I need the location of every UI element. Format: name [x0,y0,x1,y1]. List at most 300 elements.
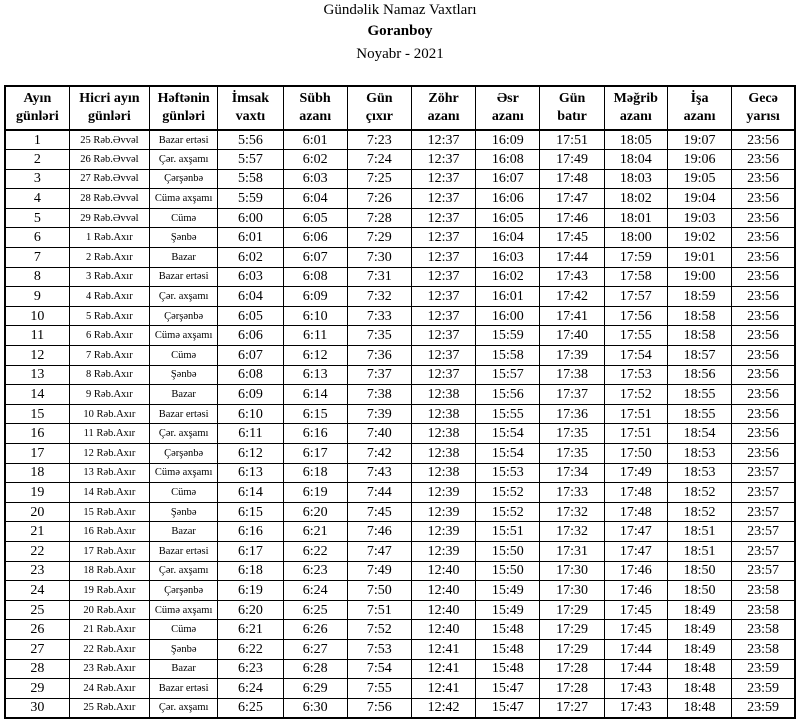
column-header-fajr-time [283,86,347,130]
cell-day-of-month: 16 [5,424,69,444]
cell-midnight-time: 23:56 [732,228,795,248]
cell-imsak-time: 6:04 [218,287,283,307]
cell-fajr-time: 6:22 [283,541,347,561]
cell-imsak-time: 6:09 [218,385,283,405]
cell-day-of-month: 23 [5,561,69,581]
month-year: Noyabr - 2021 [356,46,444,62]
cell-hijri-day: 18 Rəb.Axır [69,561,149,581]
table-row [5,541,795,561]
cell-isha-time: 18:56 [667,365,731,385]
cell-imsak-time: 6:18 [218,561,283,581]
cell-isha-time: 18:57 [667,346,731,366]
cell-maghrib-time: 17:49 [604,463,667,483]
cell-day-of-month: 10 [5,306,69,326]
cell-sunset-time: 17:27 [540,698,604,718]
cell-weekday: Cümə [150,208,218,228]
cell-hijri-day: 21 Rəb.Axır [69,620,149,640]
cell-fajr-time: 6:07 [283,248,347,268]
cell-midnight-time: 23:56 [732,189,795,209]
cell-imsak-time: 6:01 [218,228,283,248]
cell-dhuhr-time: 12:37 [411,130,475,150]
column-header-day-of-month [5,86,69,130]
table-row [5,581,795,601]
cell-dhuhr-time: 12:39 [411,541,475,561]
cell-day-of-month: 8 [5,267,69,287]
cell-sunset-time: 17:31 [540,541,604,561]
cell-asr-time: 16:01 [476,287,540,307]
table-body [5,130,795,718]
cell-maghrib-time: 17:45 [604,600,667,620]
cell-sunset-time: 17:42 [540,287,604,307]
cell-day-of-month: 15 [5,404,69,424]
cell-sunset-time: 17:44 [540,248,604,268]
cell-maghrib-time: 18:02 [604,189,667,209]
cell-sunrise-time: 7:42 [347,444,411,464]
cell-sunset-time: 17:35 [540,424,604,444]
cell-fajr-time: 6:30 [283,698,347,718]
cell-asr-time: 15:58 [476,346,540,366]
cell-midnight-time: 23:56 [732,150,795,170]
cell-sunset-time: 17:39 [540,346,604,366]
cell-sunset-time: 17:32 [540,502,604,522]
cell-hijri-day: 4 Rəb.Axır [69,287,149,307]
table-header-row [5,86,795,130]
cell-sunrise-time: 7:30 [347,248,411,268]
cell-fajr-time: 6:19 [283,483,347,503]
cell-imsak-time: 6:23 [218,659,283,679]
cell-sunset-time: 17:36 [540,404,604,424]
cell-weekday: Şənbə [150,639,218,659]
cell-fajr-time: 6:11 [283,326,347,346]
cell-fajr-time: 6:18 [283,463,347,483]
cell-hijri-day: 9 Rəb.Axır [69,385,149,405]
cell-sunrise-time: 7:38 [347,385,411,405]
table-row [5,287,795,307]
cell-maghrib-time: 17:44 [604,639,667,659]
cell-day-of-month: 2 [5,150,69,170]
cell-hijri-day: 26 Rəb.Əvvəl [69,150,149,170]
cell-maghrib-time: 18:01 [604,208,667,228]
cell-imsak-time: 5:58 [218,169,283,189]
cell-imsak-time: 6:11 [218,424,283,444]
cell-weekday: Çər. axşamı [150,424,218,444]
cell-dhuhr-time: 12:37 [411,365,475,385]
cell-fajr-time: 6:03 [283,169,347,189]
cell-imsak-time: 6:20 [218,600,283,620]
column-header-line: çıxır [365,109,393,124]
cell-isha-time: 19:06 [667,150,731,170]
cell-midnight-time: 23:56 [732,267,795,287]
cell-isha-time: 19:07 [667,130,731,150]
cell-isha-time: 18:48 [667,698,731,718]
column-header-weekday [150,86,218,130]
cell-maghrib-time: 17:43 [604,698,667,718]
cell-maghrib-time: 17:52 [604,385,667,405]
cell-midnight-time: 23:56 [732,424,795,444]
cell-sunset-time: 17:43 [540,267,604,287]
cell-sunrise-time: 7:32 [347,287,411,307]
cell-asr-time: 16:04 [476,228,540,248]
table-row [5,679,795,699]
cell-sunset-time: 17:29 [540,600,604,620]
cell-asr-time: 15:49 [476,600,540,620]
cell-weekday: Cümə [150,483,218,503]
cell-midnight-time: 23:57 [732,502,795,522]
cell-midnight-time: 23:56 [732,130,795,150]
column-header-line: Gecə [748,91,778,106]
cell-fajr-time: 6:27 [283,639,347,659]
table-row [5,385,795,405]
cell-asr-time: 15:57 [476,365,540,385]
table-row [5,404,795,424]
cell-weekday: Çərşənbə [150,581,218,601]
cell-sunset-time: 17:49 [540,150,604,170]
cell-dhuhr-time: 12:38 [411,463,475,483]
cell-maghrib-time: 17:43 [604,679,667,699]
table-row [5,424,795,444]
cell-sunset-time: 17:33 [540,483,604,503]
column-header-line: azanı [683,109,716,124]
cell-day-of-month: 1 [5,130,69,150]
column-header-line: azanı [491,109,524,124]
cell-weekday: Cümə [150,620,218,640]
cell-sunset-time: 17:28 [540,659,604,679]
cell-imsak-time: 6:07 [218,346,283,366]
cell-day-of-month: 9 [5,287,69,307]
cell-maghrib-time: 17:50 [604,444,667,464]
cell-asr-time: 15:50 [476,561,540,581]
cell-dhuhr-time: 12:37 [411,306,475,326]
cell-dhuhr-time: 12:38 [411,404,475,424]
cell-sunrise-time: 7:50 [347,581,411,601]
cell-maghrib-time: 17:48 [604,483,667,503]
cell-fajr-time: 6:15 [283,404,347,424]
cell-day-of-month: 19 [5,483,69,503]
cell-fajr-time: 6:21 [283,522,347,542]
cell-sunrise-time: 7:35 [347,326,411,346]
cell-midnight-time: 23:56 [732,169,795,189]
cell-midnight-time: 23:58 [732,639,795,659]
column-header-line: Hicri ayın [79,91,140,106]
cell-fajr-time: 6:10 [283,306,347,326]
cell-sunrise-time: 7:24 [347,150,411,170]
cell-maghrib-time: 17:46 [604,561,667,581]
cell-midnight-time: 23:56 [732,306,795,326]
cell-isha-time: 19:01 [667,248,731,268]
table-row [5,600,795,620]
cell-imsak-time: 6:06 [218,326,283,346]
cell-dhuhr-time: 12:38 [411,444,475,464]
cell-hijri-day: 5 Rəb.Axır [69,306,149,326]
cell-isha-time: 18:55 [667,404,731,424]
cell-dhuhr-time: 12:37 [411,326,475,346]
cell-isha-time: 19:02 [667,228,731,248]
cell-sunset-time: 17:32 [540,522,604,542]
cell-imsak-time: 6:21 [218,620,283,640]
cell-weekday: Bazar ertəsi [150,130,218,150]
column-header-line: yarısı [746,109,780,124]
cell-asr-time: 15:55 [476,404,540,424]
cell-fajr-time: 6:24 [283,581,347,601]
column-header-asr-time [476,86,540,130]
cell-day-of-month: 11 [5,326,69,346]
cell-isha-time: 19:04 [667,189,731,209]
cell-midnight-time: 23:57 [732,463,795,483]
cell-imsak-time: 6:00 [218,208,283,228]
cell-day-of-month: 12 [5,346,69,366]
column-header-imsak-time [218,86,283,130]
cell-midnight-time: 23:58 [732,581,795,601]
cell-sunrise-time: 7:46 [347,522,411,542]
column-header-line: İmsak [231,91,270,106]
cell-hijri-day: 3 Rəb.Axır [69,267,149,287]
cell-day-of-month: 28 [5,659,69,679]
cell-midnight-time: 23:56 [732,365,795,385]
cell-imsak-time: 6:24 [218,679,283,699]
cell-sunrise-time: 7:44 [347,483,411,503]
cell-day-of-month: 5 [5,208,69,228]
cell-midnight-time: 23:59 [732,679,795,699]
cell-asr-time: 16:09 [476,130,540,150]
column-header-line: Ayın [23,91,52,106]
cell-weekday: Cümə [150,346,218,366]
table-row [5,208,795,228]
cell-dhuhr-time: 12:37 [411,208,475,228]
cell-dhuhr-time: 12:39 [411,522,475,542]
cell-midnight-time: 23:57 [732,483,795,503]
cell-hijri-day: 16 Rəb.Axır [69,522,149,542]
cell-fajr-time: 6:09 [283,287,347,307]
cell-maghrib-time: 17:51 [604,404,667,424]
cell-day-of-month: 21 [5,522,69,542]
cell-sunrise-time: 7:25 [347,169,411,189]
cell-imsak-time: 6:14 [218,483,283,503]
cell-weekday: Bazar ertəsi [150,679,218,699]
cell-imsak-time: 6:05 [218,306,283,326]
cell-asr-time: 16:02 [476,267,540,287]
cell-imsak-time: 6:10 [218,404,283,424]
cell-fajr-time: 6:29 [283,679,347,699]
cell-weekday: Çərşənbə [150,306,218,326]
table-row [5,150,795,170]
cell-asr-time: 16:08 [476,150,540,170]
cell-dhuhr-time: 12:37 [411,189,475,209]
cell-fajr-time: 6:28 [283,659,347,679]
cell-day-of-month: 13 [5,365,69,385]
cell-asr-time: 15:47 [476,698,540,718]
column-header-line: Əsr [496,91,519,106]
column-header-line: azanı [619,109,652,124]
cell-dhuhr-time: 12:38 [411,424,475,444]
cell-asr-time: 15:52 [476,502,540,522]
cell-hijri-day: 19 Rəb.Axır [69,581,149,601]
cell-hijri-day: 17 Rəb.Axır [69,541,149,561]
cell-maghrib-time: 17:47 [604,522,667,542]
cell-maghrib-time: 17:53 [604,365,667,385]
cell-isha-time: 18:48 [667,679,731,699]
cell-weekday: Çərşənbə [150,169,218,189]
cell-sunrise-time: 7:33 [347,306,411,326]
cell-weekday: Bazar [150,522,218,542]
column-header-line: Gün [558,91,586,106]
cell-fajr-time: 6:25 [283,600,347,620]
cell-hijri-day: 15 Rəb.Axır [69,502,149,522]
cell-sunrise-time: 7:49 [347,561,411,581]
cell-sunrise-time: 7:51 [347,600,411,620]
column-header-line: Gün [366,91,393,106]
table-row [5,444,795,464]
cell-midnight-time: 23:59 [732,659,795,679]
cell-weekday: Bazar [150,248,218,268]
cell-midnight-time: 23:58 [732,620,795,640]
cell-imsak-time: 6:03 [218,267,283,287]
cell-day-of-month: 30 [5,698,69,718]
table-row [5,698,795,718]
column-header-line: Zöhr [428,91,459,106]
cell-midnight-time: 23:56 [732,248,795,268]
cell-sunrise-time: 7:55 [347,679,411,699]
cell-maghrib-time: 18:00 [604,228,667,248]
cell-midnight-time: 23:56 [732,346,795,366]
cell-day-of-month: 14 [5,385,69,405]
column-header-dhuhr-time [411,86,475,130]
cell-isha-time: 19:05 [667,169,731,189]
cell-dhuhr-time: 12:37 [411,248,475,268]
cell-maghrib-time: 17:48 [604,502,667,522]
column-header-maghrib-time [604,86,667,130]
cell-fajr-time: 6:12 [283,346,347,366]
cell-weekday: Çər. axşamı [150,698,218,718]
cell-fajr-time: 6:17 [283,444,347,464]
cell-sunset-time: 17:29 [540,639,604,659]
cell-isha-time: 18:53 [667,444,731,464]
cell-sunset-time: 17:30 [540,561,604,581]
table-row [5,561,795,581]
column-header-line: günləri [87,109,131,124]
table-row [5,228,795,248]
cell-imsak-time: 6:17 [218,541,283,561]
cell-maghrib-time: 17:56 [604,306,667,326]
cell-sunset-time: 17:30 [540,581,604,601]
cell-isha-time: 19:00 [667,267,731,287]
cell-maghrib-time: 17:59 [604,248,667,268]
cell-isha-time: 18:58 [667,306,731,326]
cell-fajr-time: 6:01 [283,130,347,150]
cell-sunrise-time: 7:56 [347,698,411,718]
cell-imsak-time: 5:56 [218,130,283,150]
table-row [5,189,795,209]
column-header-line: Həftənin [157,91,210,106]
cell-sunset-time: 17:37 [540,385,604,405]
cell-asr-time: 15:59 [476,326,540,346]
table-row [5,502,795,522]
cell-sunrise-time: 7:47 [347,541,411,561]
cell-fajr-time: 6:04 [283,189,347,209]
cell-maghrib-time: 17:44 [604,659,667,679]
cell-sunrise-time: 7:23 [347,130,411,150]
table-row [5,346,795,366]
column-header-line: günləri [15,109,59,124]
cell-dhuhr-time: 12:37 [411,346,475,366]
cell-fajr-time: 6:20 [283,502,347,522]
cell-sunset-time: 17:29 [540,620,604,640]
cell-hijri-day: 2 Rəb.Axır [69,248,149,268]
cell-maghrib-time: 18:04 [604,150,667,170]
cell-dhuhr-time: 12:37 [411,287,475,307]
cell-hijri-day: 11 Rəb.Axır [69,424,149,444]
cell-hijri-day: 12 Rəb.Axır [69,444,149,464]
cell-hijri-day: 7 Rəb.Axır [69,346,149,366]
cell-dhuhr-time: 12:42 [411,698,475,718]
cell-imsak-time: 6:19 [218,581,283,601]
cell-asr-time: 15:50 [476,541,540,561]
table-row [5,639,795,659]
column-header-line: Məğrib [613,91,658,106]
table-row [5,463,795,483]
cell-dhuhr-time: 12:41 [411,679,475,699]
cell-day-of-month: 4 [5,189,69,209]
cell-hijri-day: 29 Rəb.Əvvəl [69,208,149,228]
cell-sunrise-time: 7:36 [347,346,411,366]
column-header-line: İşa [690,91,709,106]
cell-sunrise-time: 7:40 [347,424,411,444]
cell-weekday: Çər. axşamı [150,150,218,170]
cell-weekday: Şənbə [150,502,218,522]
cell-maghrib-time: 17:57 [604,287,667,307]
cell-sunrise-time: 7:29 [347,228,411,248]
cell-isha-time: 18:59 [667,287,731,307]
cell-isha-time: 18:48 [667,659,731,679]
cell-isha-time: 18:58 [667,326,731,346]
cell-asr-time: 15:51 [476,522,540,542]
cell-imsak-time: 5:57 [218,150,283,170]
cell-sunrise-time: 7:39 [347,404,411,424]
cell-asr-time: 15:48 [476,659,540,679]
cell-dhuhr-time: 12:40 [411,620,475,640]
cell-imsak-time: 6:25 [218,698,283,718]
cell-sunset-time: 17:47 [540,189,604,209]
cell-hijri-day: 28 Rəb.Əvvəl [69,189,149,209]
cell-isha-time: 18:52 [667,483,731,503]
cell-imsak-time: 6:02 [218,248,283,268]
cell-sunrise-time: 7:52 [347,620,411,640]
cell-weekday: Bazar [150,385,218,405]
column-header-hijri-day [69,86,149,130]
table-row [5,130,795,150]
cell-hijri-day: 10 Rəb.Axır [69,404,149,424]
cell-midnight-time: 23:56 [732,385,795,405]
cell-day-of-month: 24 [5,581,69,601]
cell-day-of-month: 26 [5,620,69,640]
cell-day-of-month: 3 [5,169,69,189]
cell-asr-time: 16:05 [476,208,540,228]
cell-isha-time: 18:50 [667,581,731,601]
cell-isha-time: 18:49 [667,600,731,620]
cell-weekday: Çər. axşamı [150,287,218,307]
cell-isha-time: 18:49 [667,620,731,640]
cell-midnight-time: 23:56 [732,208,795,228]
cell-dhuhr-time: 12:40 [411,561,475,581]
cell-hijri-day: 24 Rəb.Axır [69,679,149,699]
cell-day-of-month: 20 [5,502,69,522]
cell-maghrib-time: 17:47 [604,541,667,561]
cell-sunrise-time: 7:45 [347,502,411,522]
cell-isha-time: 18:55 [667,385,731,405]
cell-maghrib-time: 17:58 [604,267,667,287]
cell-isha-time: 18:52 [667,502,731,522]
cell-midnight-time: 23:57 [732,561,795,581]
cell-fajr-time: 6:06 [283,228,347,248]
